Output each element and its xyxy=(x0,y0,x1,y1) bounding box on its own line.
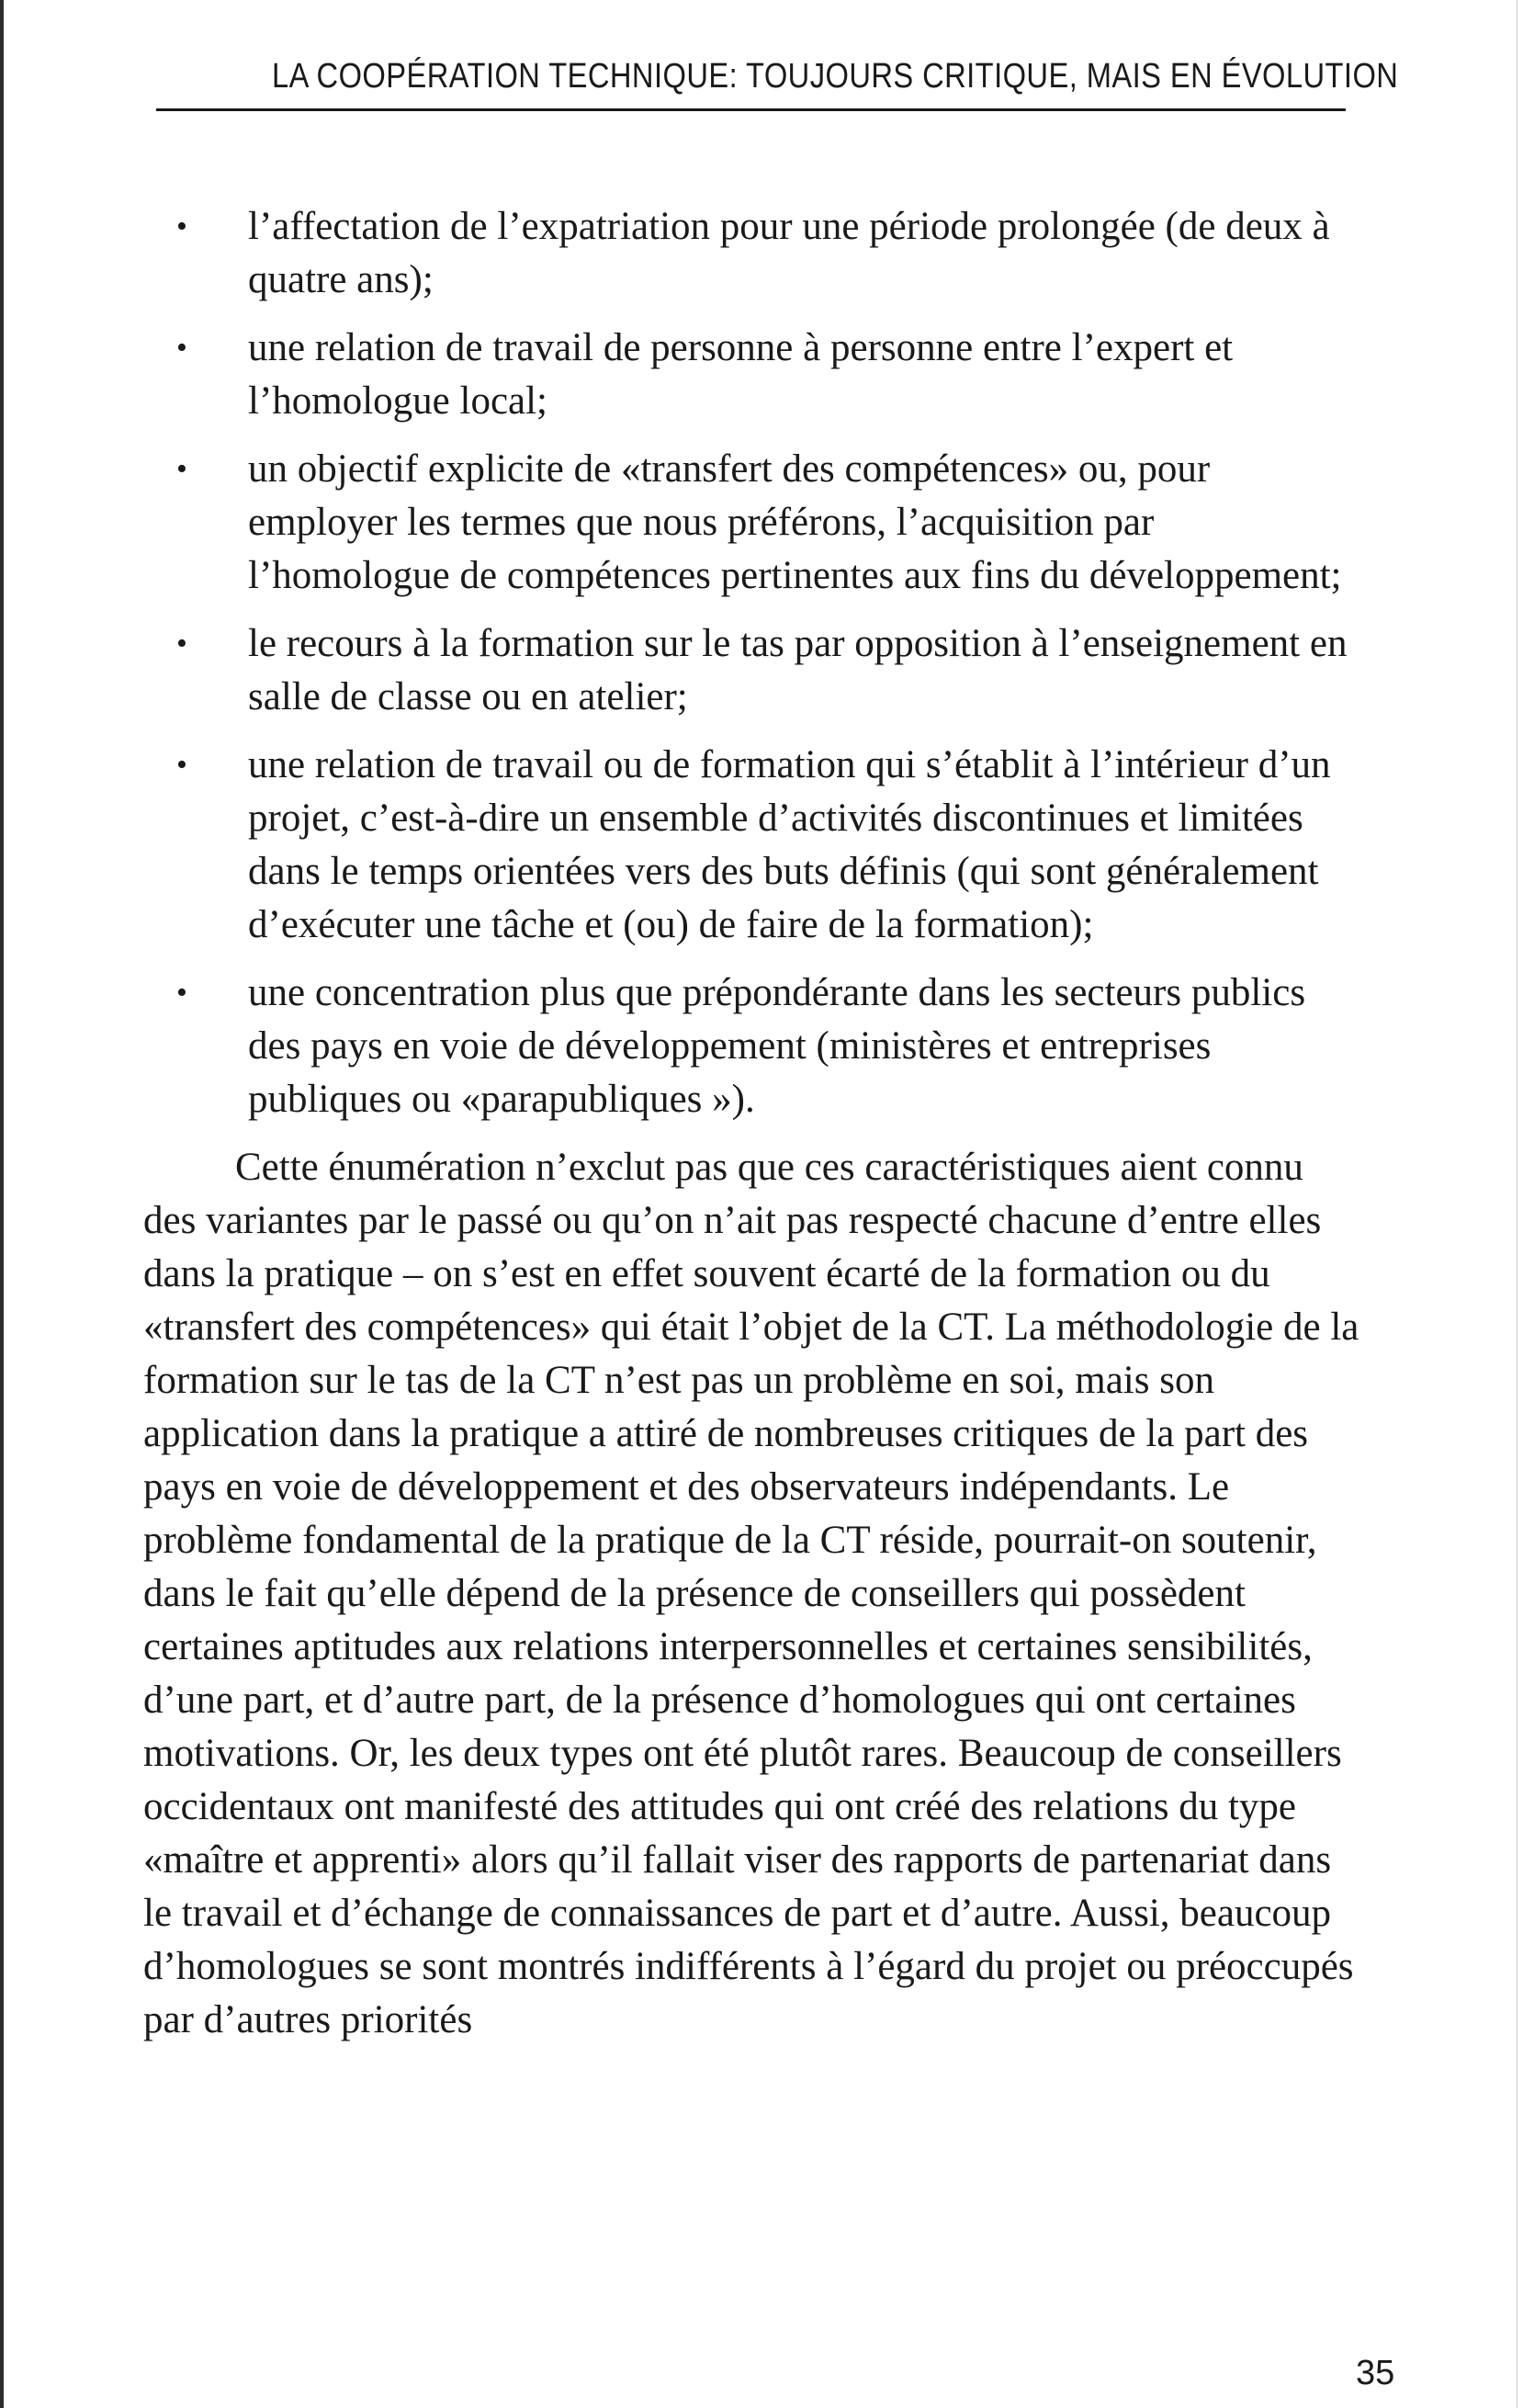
page-number: 35 xyxy=(1356,2354,1395,2392)
list-item-text: un objectif explicite de «transfert des compétences» ou, pour employer les termes que nous préférons, l’acquisition par l’homologue de compétences pertinentes aux fins du développement; xyxy=(248,447,1342,597)
characteristics-list xyxy=(138,200,1359,1126)
list-item-text: une relation de travail de personne à personne entre l’expert et l’homologue local; xyxy=(248,326,1234,423)
list-item xyxy=(138,617,1359,724)
bullet-marker: • xyxy=(176,748,187,782)
body-paragraph: Cette énumération n’exclut pas que ces caractéristiques aient connu des variantes par le passé ou qu’on n’ait pas respecté chacune d’entre elles dans la pratique – on s’est en effet souvent écarté de la formation ou du «transfert des compétences» qui était l’objet de la CT. La méthodologie de la formation sur le tas de la CT n’est pas un problème en soi, mais son application dans la pratique a attiré de nombreuses critiques de la part des pays en voie de développement et des observateurs indépendants. Le problème fondamental de la pratique de la CT réside, pourrait-on soutenir, dans le fait qu’elle dépend de la présence de conseillers qui possèdent certaines aptitudes aux relations interpersonnelles et certaines sensibilités, d’une part, et d’autre part, de la présence d’homologues qui ont certaines motivations. Or, les deux types ont été plutôt rares. Beaucoup de conseillers occidentaux ont manifesté des attitudes qui ont créé des relations du type «maître et apprenti» alors qu’il fallait viser des rapports de partenariat dans le travail et d’échange de connaissances de part et d’autre. Aussi, beaucoup d’homologues se sont montrés indifférents à l’égard du projet ou préoccupés par d’autres priorités xyxy=(143,1146,1359,2041)
page-binding-edge xyxy=(0,0,4,2408)
page-body xyxy=(138,200,1359,2047)
list-item xyxy=(138,200,1359,307)
bullet-marker: • xyxy=(176,209,187,243)
list-item xyxy=(138,443,1359,603)
list-item-text: une relation de travail ou de formation qui s’établit à l’intérieur d’un projet, c’est-à-dire un ensemble d’activités discontinues et limitées dans le temps orientées vers des buts définis (qui sont généralement d’exécuter une tâche et (ou) de faire de la formation); xyxy=(248,743,1331,946)
bullet-marker: • xyxy=(176,627,187,661)
bullet-marker: • xyxy=(176,976,187,1010)
list-item-text: l’affectation de l’expatriation pour une période prolongée (de deux à quatre ans); xyxy=(248,205,1330,301)
list-item xyxy=(138,739,1359,952)
list-item-text: le recours à la formation sur le tas par opposition à l’enseignement en salle de classe ou en atelier; xyxy=(248,622,1348,718)
list-item xyxy=(138,322,1359,428)
running-header-title: LA COOPÉRATION TECHNIQUE: TOUJOURS CRITIQUE, MAIS EN ÉVOLUTION xyxy=(272,57,1399,96)
list-item xyxy=(138,967,1359,1126)
list-item-text: une concentration plus que prépondérante dans les secteurs publics des pays en voie de développement (ministères et entreprises publiques ou «parapubliques »). xyxy=(248,971,1306,1121)
bullet-marker: • xyxy=(176,452,187,486)
header-rule xyxy=(156,108,1346,111)
bullet-marker: • xyxy=(176,331,187,365)
